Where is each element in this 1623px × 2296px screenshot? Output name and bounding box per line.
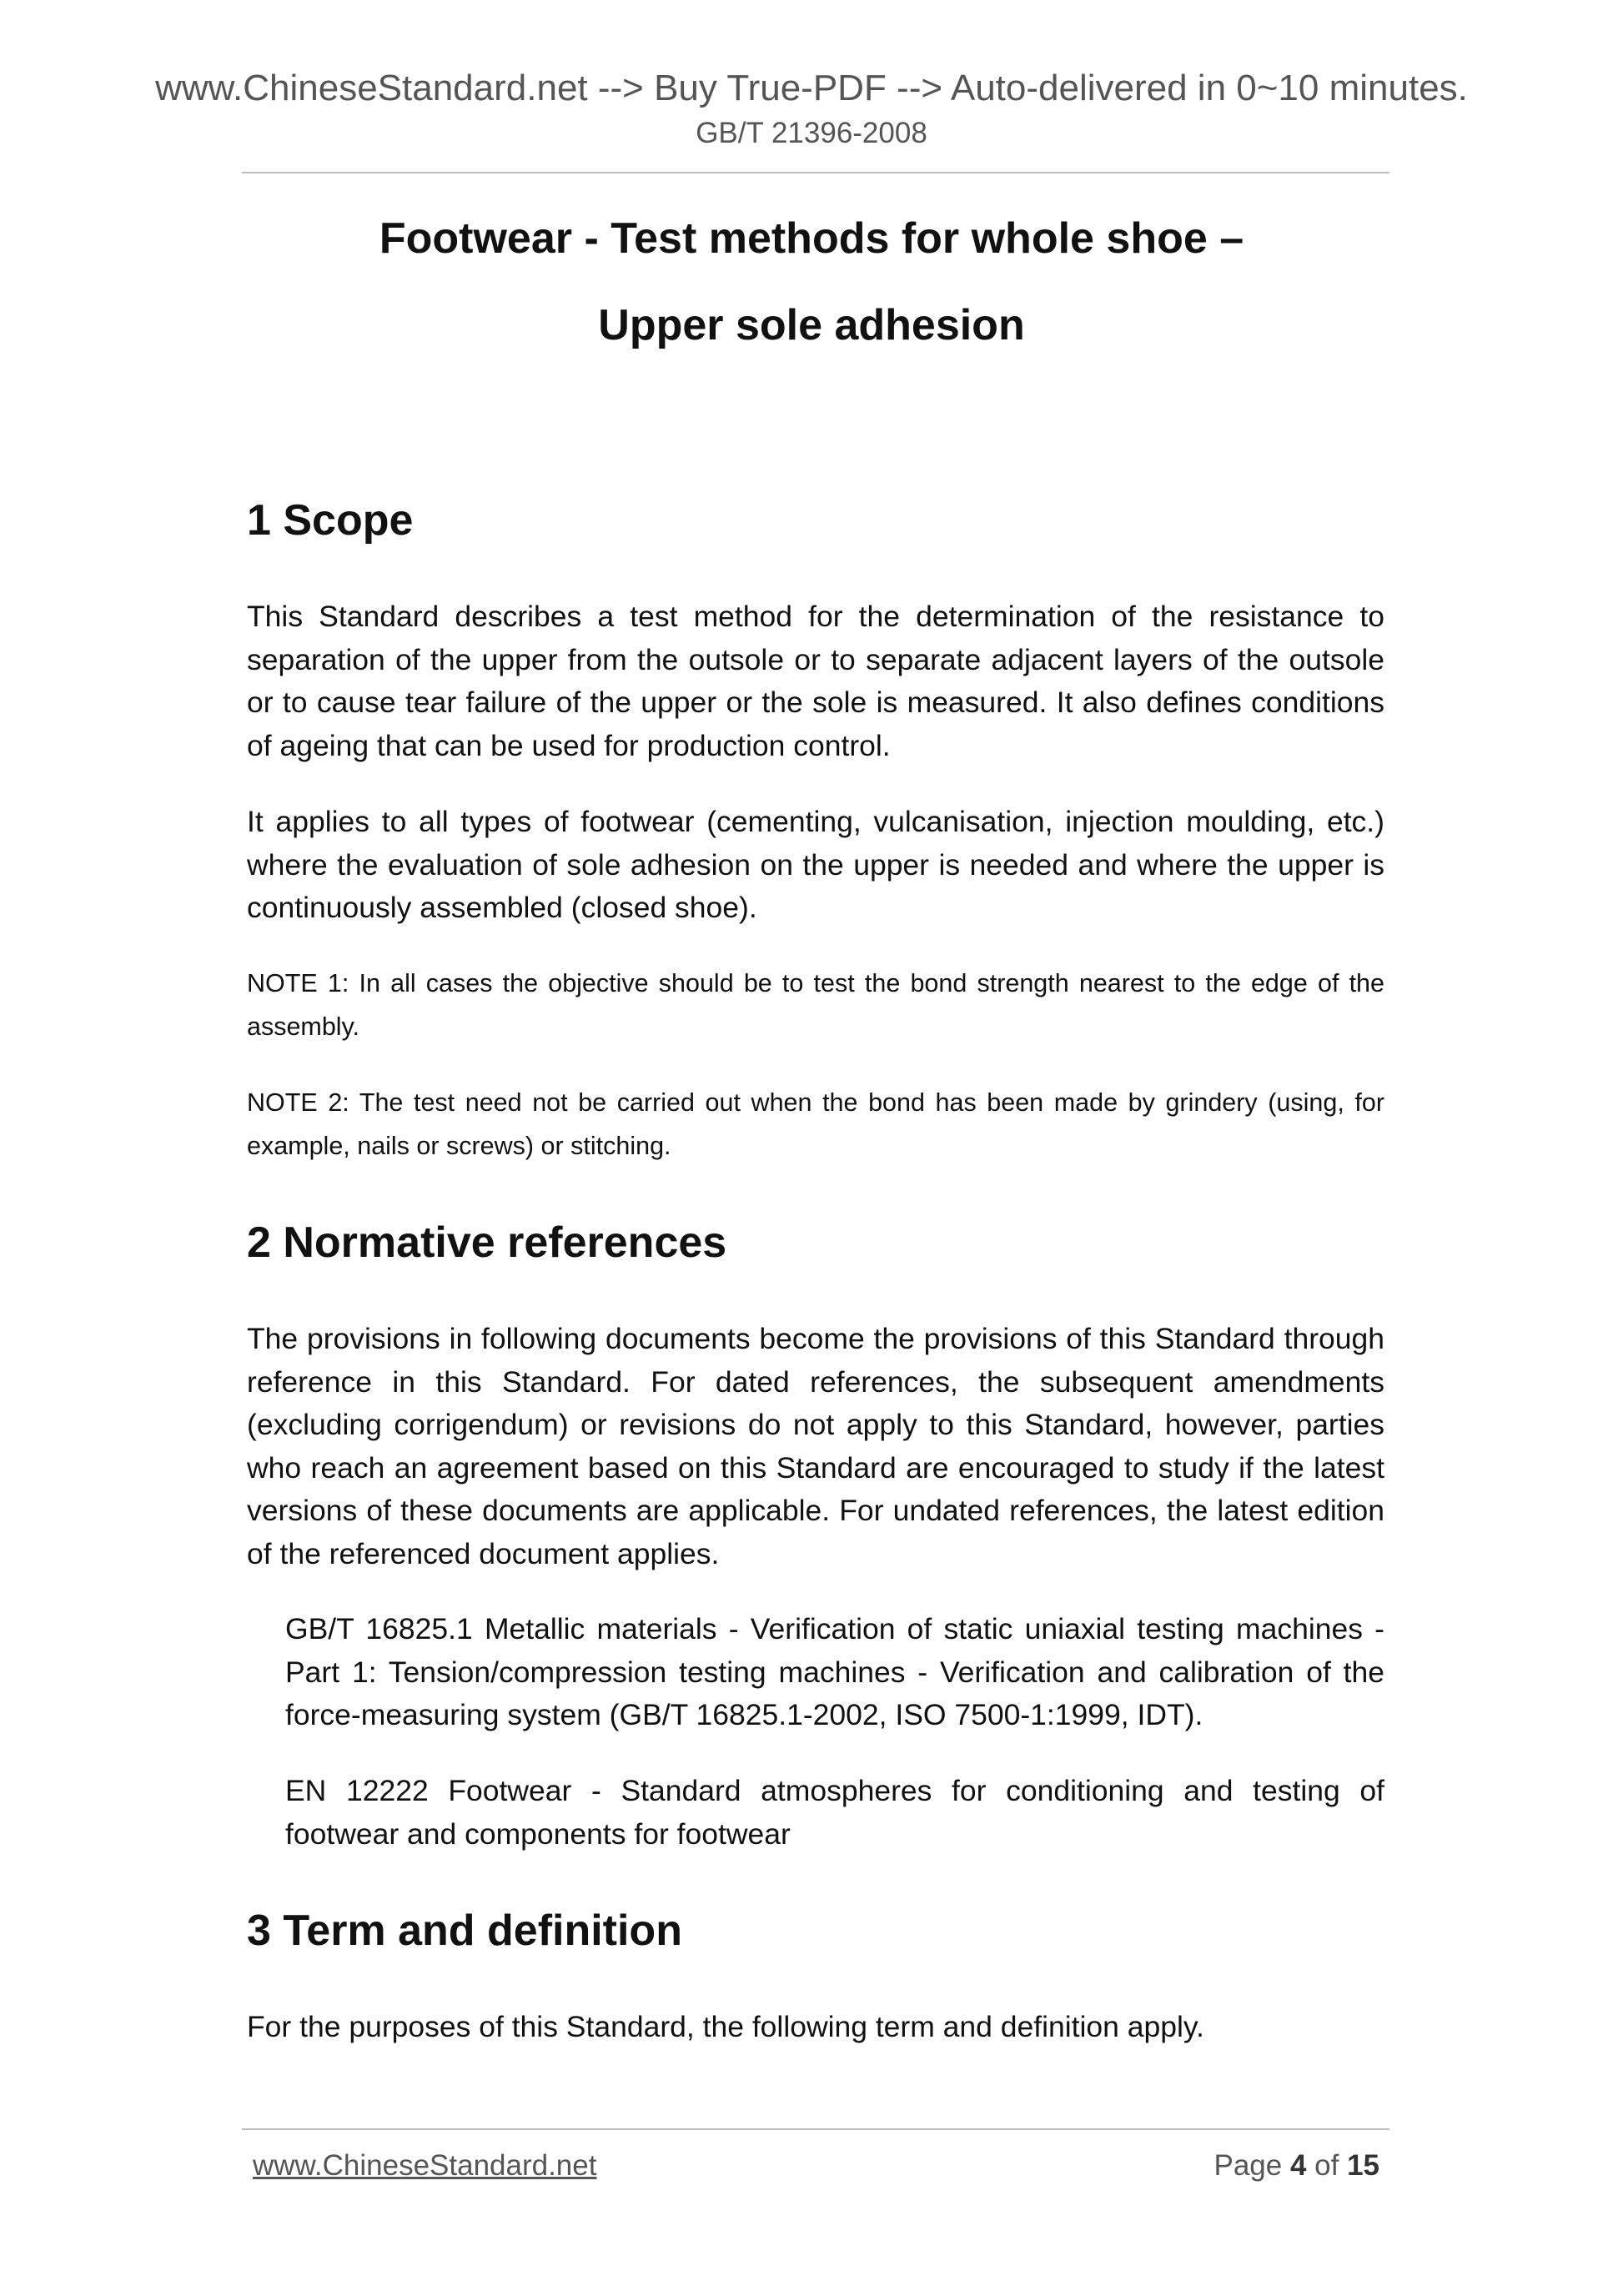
page-current: 4 bbox=[1289, 2149, 1307, 2182]
section-heading-normative-references: 2 Normative references bbox=[247, 1218, 727, 1267]
section-heading-scope: 1 Scope bbox=[247, 496, 414, 545]
normative-paragraph-1: The provisions in following documents become the provisions of this Standard through reference in this Standard. For dated references, the subsequent amendments (excluding corrigendum) or revisions do not apply to this Standard, however, parties who reach an agreement based on this Standard are encouraged to study if the latest versions of these documents are applicable. For undated references, the latest edition of the referenced document applies. bbox=[247, 1322, 1384, 1570]
document-body bbox=[247, 0, 1384, 2296]
footer-website-link[interactable]: www.ChineseStandard.net bbox=[253, 2149, 597, 2182]
footer-divider bbox=[242, 2128, 1389, 2130]
normative-reference-en-12222: EN 12222 Footwear - Standard atmospheres for conditioning and testing of footwear and components for footwear bbox=[285, 1774, 1384, 1851]
header-standard-code: GB/T 21396-2008 bbox=[696, 117, 927, 149]
document-title-line1: Footwear - Test methods for whole shoe – bbox=[379, 214, 1244, 263]
document-title-line2: Upper sole adhesion bbox=[598, 301, 1025, 349]
scope-paragraph-1: This Standard describes a test method for the determination of the resistance to separation of the upper from the outsole or to separate adjacent layers of the outsole or to cause tear failure of the upper or the sole is measured. It also defines conditions of ageing that can be used for production control. bbox=[247, 600, 1384, 762]
normative-reference-gbt-16825-1: GB/T 16825.1 Metallic materials - Verification of static uniaxial testing machines - Part 1: Tension/compression testing machines - Verification and calibration of the force-measuring system (GB/T 16825.1-2002, ISO 7500-1:1999, IDT). bbox=[285, 1612, 1384, 1731]
section-heading-term-and-definition: 3 Term and definition bbox=[247, 1907, 682, 1955]
page-prefix: Page bbox=[1213, 2149, 1290, 2182]
scope-note-2: NOTE 2: The test need not be carried out when the bond has been made by grindery (using, for example, nails or screws) or stitching. bbox=[247, 1088, 1384, 1160]
page-total: 15 bbox=[1347, 2149, 1379, 2182]
page-of: of bbox=[1306, 2149, 1348, 2182]
footer-page-number bbox=[1213, 2147, 1379, 2185]
scope-paragraph-2: It applies to all types of footwear (cementing, vulcanisation, injection moulding, etc.) where the evaluation of sole adhesion on the upper is needed and where the upper is continuously assembled (closed shoe). bbox=[247, 805, 1384, 924]
terms-paragraph-1: For the purposes of this Standard, the following term and definition apply. bbox=[247, 2010, 1204, 2043]
scope-note-1: NOTE 1: In all cases the objective should be to test the bond strength nearest to the edge of the assembly. bbox=[247, 969, 1384, 1041]
header-banner[interactable]: www.ChineseStandard.net --> Buy True-PDF --> Auto-delivered in 0~10 minutes. bbox=[155, 68, 1468, 108]
